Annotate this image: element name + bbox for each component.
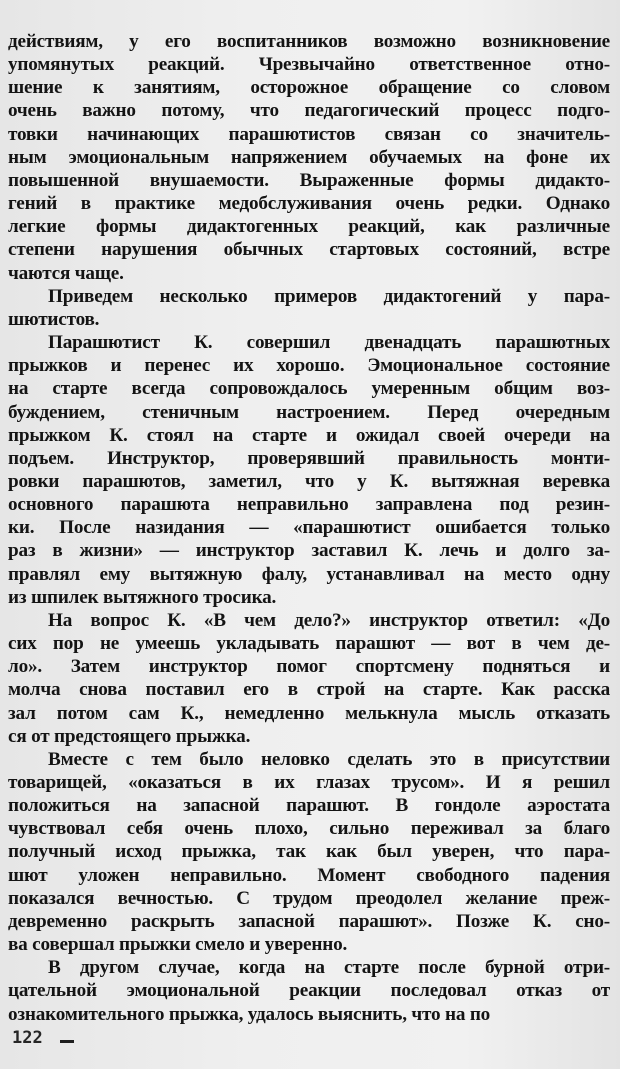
- text-line: Приведем несколько примеров дидактогений у пара-: [48, 285, 610, 307]
- text-line: прыжком К. стоял на старте и ожидал своей очереди на: [8, 424, 610, 446]
- text-line: молча снова поставил его в строй на старте. Как расска: [8, 679, 610, 701]
- text-line: сих пор не умеешь укладывать парашют — вот в чем де-: [8, 633, 610, 655]
- text-line: действиям, у его воспитанников возможно возникновение: [8, 31, 610, 52]
- text-line: цательной эмоциональной реакции последовал отказ от: [8, 980, 610, 1002]
- text-line: степени нарушения обычных стартовых состояний, встре: [8, 239, 610, 261]
- text-line: ным эмоциональным напряжением обучаемых на фоне их: [8, 146, 610, 168]
- text-line: товки начинающих парашютистов связан со значитель-: [8, 123, 610, 145]
- text-line: получный исход прыжка, так как был уверен, что пара-: [8, 841, 610, 863]
- text-line: Вместе с тем было неловко сделать это в присутствии: [48, 748, 610, 770]
- text-line: повышенной внушаемости. Выраженные формы дидакто-: [8, 169, 610, 191]
- text-line: из шпилек вытяжного тросика.: [8, 586, 277, 608]
- text-line: ва совершал прыжки смело и уверенно.: [8, 934, 348, 956]
- text-line: Парашютист К. совершил двенадцать парашютных: [48, 332, 610, 354]
- page-number: 122: [12, 1028, 43, 1048]
- text-line: ровки парашютов, заметил, что у К. вытяжная веревка: [8, 470, 610, 492]
- text-line: ознакомительного прыжка, удалось выяснить, что на по: [8, 1003, 491, 1025]
- text-line: подъем. Инструктор, проверявший правильность монти-: [8, 447, 610, 469]
- text-line: ся от предстоящего прыжка.: [8, 725, 251, 747]
- text-line: шют уложен неправильно. Момент свободного падения: [8, 864, 610, 886]
- text-line: раз в жизни» — инструктор заставил К. лечь и долго за-: [8, 540, 610, 562]
- text-line: В другом случае, когда на старте после бурной отри-: [48, 957, 610, 979]
- text-line: легкие формы дидактогенных реакций, как различные: [8, 216, 610, 238]
- text-line: буждением, стеничным настроением. Перед очередным: [8, 401, 610, 423]
- text-line: товарищей, «оказаться в их глазах трусом». И я решил: [8, 772, 610, 793]
- text-line: показался вечностью. С трудом преодолел желание преж-: [8, 887, 610, 909]
- text-line: прыжков и перенес их хорошо. Эмоциональное состояние: [8, 355, 610, 377]
- text-line: девременно раскрыть запасной парашют». Позже К. сно-: [8, 910, 610, 932]
- text-line: основного парашюта неправильно заправлена под резин-: [8, 494, 610, 516]
- text-line: шютистов.: [8, 308, 100, 330]
- text-line: На вопрос К. «В чем дело?» инструктор ответил: «До: [48, 609, 610, 631]
- text-line: упомянутых реакций. Чрезвычайно ответственное отно-: [8, 54, 610, 76]
- text-line: правлял ему вытяжную фалу, устанавливал на место одну: [8, 563, 610, 585]
- footer-dash: [60, 1040, 74, 1043]
- text-line: положиться на запасной парашют. В гондоле аэростата: [8, 795, 610, 817]
- text-line: чувствовал себя очень плохо, сильно переживал за благо: [8, 818, 610, 840]
- text-line: шение к занятиям, осторожное обращение со словом: [8, 77, 610, 99]
- text-line: очень важно потому, что педагогический процесс подго-: [8, 100, 610, 122]
- text-line: зал потом сам К., немедленно мелькнула мысль отказать: [8, 702, 610, 724]
- body-text: [8, 30, 610, 1026]
- text-line: ло». Затем инструктор помог спортсмену подняться и: [8, 656, 610, 678]
- text-line: чаются чаще.: [8, 262, 124, 284]
- text-line: ки. После назидания — «парашютист ошибается только: [8, 517, 610, 539]
- text-line: гений в практике медобслуживания очень редки. Однако: [8, 193, 610, 215]
- text-line: на старте всегда сопровождалось умеренным общим воз-: [8, 378, 610, 400]
